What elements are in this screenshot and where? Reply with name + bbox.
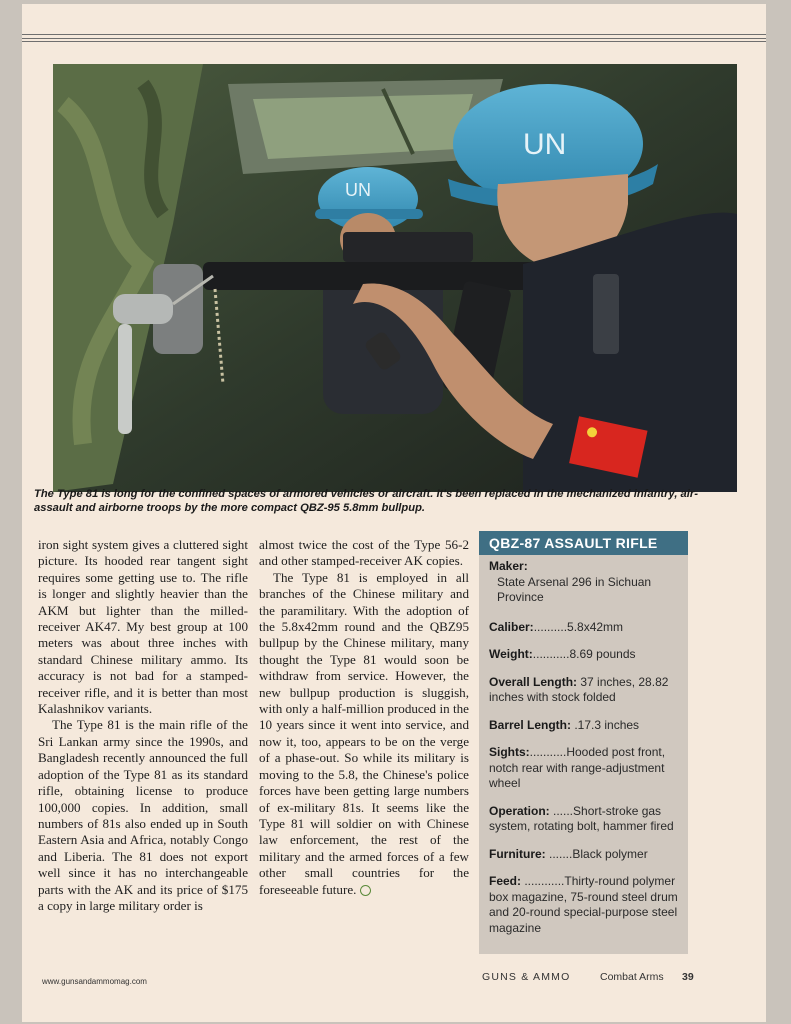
spec-overall-length bbox=[489, 675, 680, 706]
helmet-text-front: UN bbox=[523, 128, 567, 161]
spec-value: .17.3 inches bbox=[571, 717, 640, 732]
spec-label: Overall Length: bbox=[489, 674, 578, 689]
spec-weight bbox=[489, 647, 680, 663]
header-rule-2 bbox=[22, 38, 766, 39]
footer-url: www.gunsandammomag.com bbox=[42, 977, 147, 986]
spec-label: Feed: bbox=[489, 874, 522, 888]
spec-value: ............Thirty-round polymer box magazine, 75-round steel drum and 20-round special-purpose steel magazine bbox=[489, 874, 678, 935]
spec-value: State Arsenal 296 in Sichuan Province bbox=[497, 574, 652, 604]
spec-value: ...........8.69 pounds bbox=[532, 647, 636, 661]
spec-furniture bbox=[489, 847, 680, 863]
paragraph bbox=[259, 570, 469, 898]
header-rule-3 bbox=[22, 41, 766, 42]
article-column-1 bbox=[38, 537, 248, 914]
paragraph-text: The Type 81 is employed in all branches of the Chinese military and the paramilitary. With the adoption of the 5.8x42mm round and the QBZ95 bullpup by the Chinese military, many thought the Type 81 would soon be withdraw from service. However, the new bullpup production is sluggish, with only a half-million produced in the 10 years since it went into service, and now it, too, appears to be on the verge of a phase-out. So while its military is moving to the 5.8, the Chinese's police forces have been getting large numbers of ex-military 81s. It seems like the Type 81 will soldier on with Chinese law enforcement, the rest of the military and the armed forces of a few other small countries for the foreseeable future. bbox=[259, 569, 469, 897]
spec-operation bbox=[489, 804, 680, 835]
spec-feed bbox=[489, 874, 680, 936]
spec-maker bbox=[489, 559, 680, 606]
spec-label: Sights: bbox=[489, 745, 530, 759]
header-rule bbox=[22, 34, 766, 35]
spec-caliber bbox=[489, 620, 680, 636]
spec-label: Furniture: bbox=[489, 846, 546, 861]
spec-label: Maker: bbox=[489, 559, 528, 573]
soldiers-photo bbox=[53, 64, 737, 492]
page-number: 39 bbox=[682, 971, 694, 983]
spec-label: Barrel Length: bbox=[489, 717, 572, 732]
spec-value: ..........5.8x42mm bbox=[533, 619, 624, 634]
spec-sidebar bbox=[479, 531, 688, 954]
paragraph: The Type 81 is the main rifle of the Sri Lankan army since the 1990s, and Bangladesh recently announced the full adoption of the Type 81 as its standard rifle, obtaining license to produce 100,000 copies. In addition, small numbers of 81s also ended up in South Eastern Asia and Africa, notably Congo and Liberia. The 81 does not export well since it has no interchangeable parts with the AK and its price of $175 a copy in large military order is bbox=[38, 717, 248, 913]
sidebar-title: QBZ-87 ASSAULT RIFLE bbox=[479, 531, 688, 555]
spec-sights bbox=[489, 745, 680, 792]
paragraph: iron sight system gives a cluttered sight picture. Its hooded rear tangent sight requires some getting use to. The rifle is longer and slightly heavier than the AKM but lighter than the milled-receiver AK47. My best group at 100 meters was about three inches with standard Chinese military ammo. Its accuracy is not bad for a stamped-receiver rifle, and it is better than most Kalashnikov variants. bbox=[38, 537, 248, 717]
photo bbox=[53, 64, 737, 492]
article-column-2 bbox=[259, 537, 469, 898]
end-mark-icon bbox=[360, 885, 371, 896]
spec-barrel-length bbox=[489, 718, 680, 734]
spec-value: ...........Hooded post front, notch rear with range-adjustment wheel bbox=[489, 745, 666, 790]
sidebar-body bbox=[479, 555, 688, 936]
spec-value: 37 inches, 28.82 inches with stock folded bbox=[489, 674, 669, 704]
spec-label: Weight: bbox=[489, 647, 533, 661]
helmet-text-back: UN bbox=[345, 180, 371, 200]
spec-value: ......Short-stroke gas system, rotating bolt, hammer fired bbox=[489, 803, 674, 833]
paragraph: almost twice the cost of the Type 56-2 and other stamped-receiver AK copies. bbox=[259, 537, 469, 569]
footer-section: Combat Arms bbox=[600, 971, 664, 983]
spec-label: Caliber: bbox=[489, 619, 534, 634]
footer-magazine: GUNS & AMMO bbox=[482, 971, 571, 983]
photo-caption: The Type 81 is long for the confined spaces of armored vehicles or aircraft. It's been replaced in the mechanized infantry, air-assault and airborne troops by the more compact QBZ-95 5.8mm bullpup. bbox=[34, 488, 698, 514]
spec-label: Operation: bbox=[489, 803, 550, 818]
spec-value: .......Black polymer bbox=[545, 846, 648, 861]
